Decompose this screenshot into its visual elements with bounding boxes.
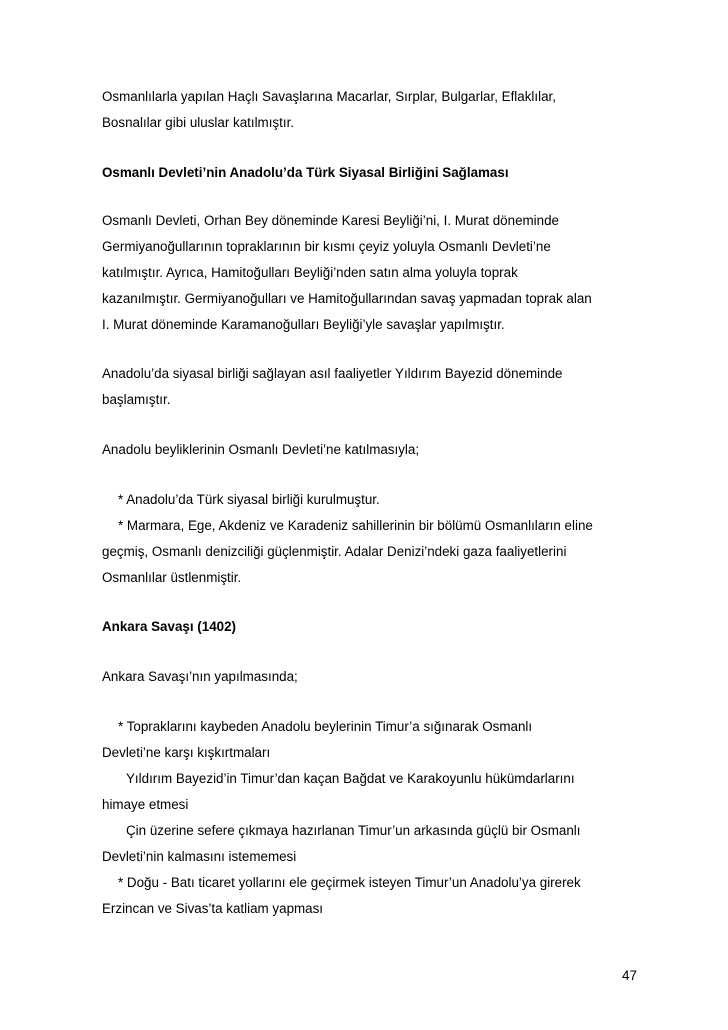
- paragraph-line: Osmanlılarla yapılan Haçlı Savaşlarına Macarlar, Sırplar, Bulgarlar, Eflaklılar,: [102, 89, 556, 104]
- paragraph-line: Ankara Savaşı’nın yapılmasında;: [102, 669, 298, 684]
- paragraph-line: himaye etmesi: [102, 797, 189, 812]
- paragraph-line: Anadolu’da siyasal birliği sağlayan asıl faaliyetler Yıldırım Bayezid döneminde: [102, 366, 563, 381]
- bullet-item: * Topraklarını kaybeden Anadolu beylerinin Timur’a sığınarak Osmanlı: [118, 719, 533, 734]
- section-heading: Osmanlı Devleti’nin Anadolu’da Türk Siyasal Birliğini Sağlaması: [102, 165, 509, 180]
- paragraph-line: I. Murat döneminde Karamanoğulları Beyliği’yle savaşlar yapılmıştır.: [102, 317, 505, 332]
- paragraph-line: Devleti’nin kalmasını istememesi: [102, 849, 297, 864]
- page-number: 47: [622, 968, 637, 983]
- bullet-item: * Anadolu’da Türk siyasal birliği kurulmuştur.: [118, 492, 380, 507]
- section-heading: Ankara Savaşı (1402): [102, 619, 236, 634]
- paragraph-line: Osmanlı Devleti, Orhan Bey döneminde Karesi Beyliği’ni, I. Murat döneminde: [102, 213, 559, 228]
- paragraph-line: Devleti’ne karşı kışkırtmaları: [102, 745, 271, 760]
- paragraph-line: başlamıştır.: [102, 392, 171, 407]
- paragraph-line: geçmiş, Osmanlı denizciliği güçlenmiştir. Adalar Denizi’ndeki gaza faaliyetlerini: [102, 544, 567, 559]
- bullet-item: * Marmara, Ege, Akdeniz ve Karadeniz sahillerinin bir bölümü Osmanlıların eline: [118, 518, 593, 533]
- bullet-item: Çin üzerine sefere çıkmaya hazırlanan Timur’un arkasında güçlü bir Osmanlı: [126, 823, 581, 838]
- paragraph-line: Erzincan ve Sivas’ta katliam yapması: [102, 901, 324, 916]
- paragraph-line: kazanılmıştır. Germiyanoğulları ve Hamitoğullarından savaş yapmadan toprak alan: [102, 291, 592, 306]
- paragraph-line: Anadolu beyliklerinin Osmanlı Devleti’ne katılmasıyla;: [102, 442, 420, 457]
- bullet-item: Yıldırım Bayezid’in Timur’dan kaçan Bağdat ve Karakoyunlu hükümdarlarını: [126, 771, 575, 786]
- paragraph-line: katılmıştır. Ayrıca, Hamitoğulları Beyliği’nden satın alma yoluyla toprak: [102, 265, 518, 280]
- paragraph-line: Bosnalılar gibi uluslar katılmıştır.: [102, 115, 295, 130]
- paragraph-line: Osmanlılar üstlenmiştir.: [102, 570, 242, 585]
- bullet-item: * Doğu - Batı ticaret yollarını ele geçirmek isteyen Timur’un Anadolu’ya girerek: [118, 875, 581, 890]
- paragraph-line: Germiyanoğullarının topraklarının bir kısmı çeyiz yoluyla Osmanlı Devleti’ne: [102, 239, 551, 254]
